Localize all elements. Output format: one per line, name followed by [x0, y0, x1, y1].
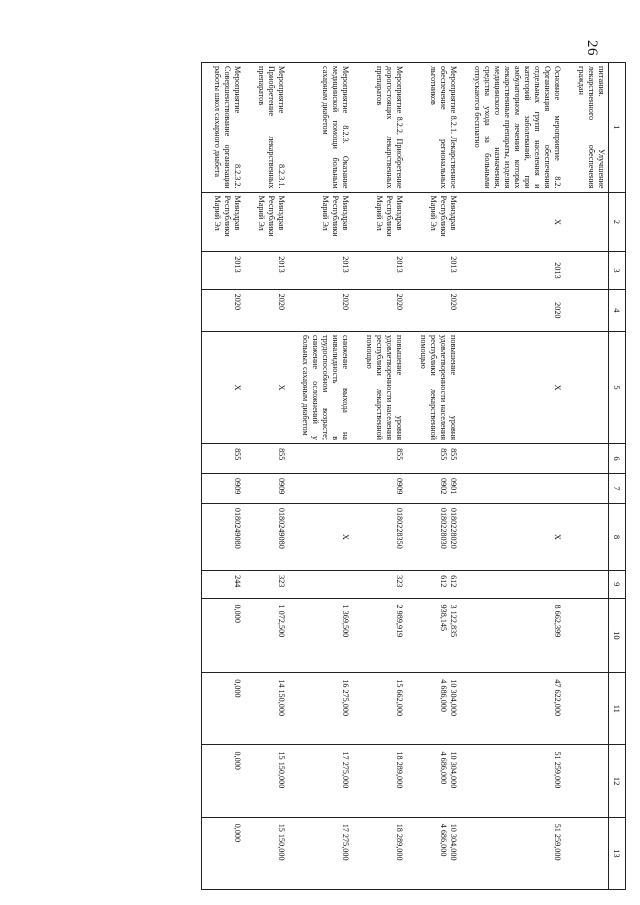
column-number: 7	[609, 473, 626, 503]
code-cell	[462, 473, 566, 503]
measure-name-cell: питания. Улучшение лекарственного обеспечения граждан	[566, 63, 609, 193]
end-year-cell: 2020	[462, 289, 566, 331]
amount-cell	[408, 598, 462, 673]
code-cell: 0909	[246, 473, 290, 503]
code-cell	[408, 473, 462, 503]
column-number: 5	[609, 332, 626, 444]
cell-value-line: 10 304,000	[449, 751, 458, 789]
table-row	[202, 63, 247, 890]
amount-cell: 8 662,399	[462, 598, 566, 673]
start-year-cell: 2013	[290, 252, 354, 289]
column-number-row	[609, 63, 626, 890]
amount-cell: 15 662,000	[354, 673, 408, 745]
cell-value-line: 855	[439, 448, 448, 461]
measure-name-cell: Мероприятие 8.2.1. Лекарственное обеспечение региональных льготников	[408, 63, 462, 193]
cell-value-line: 10 304,000	[449, 679, 458, 717]
amount-cell	[408, 745, 462, 817]
code-cell: 323	[354, 571, 408, 598]
code-cell	[408, 444, 462, 474]
expected-result-cell: Х	[462, 332, 566, 444]
start-year-cell: 2013	[354, 252, 408, 289]
measure-name-cell: Мероприятие 8.2.3.1. Приобретение лекарственных препаратов	[246, 63, 290, 193]
code-cell	[566, 473, 609, 503]
end-year-cell: 2020	[290, 289, 354, 331]
code-cell: 855	[246, 444, 290, 474]
column-number: 12	[609, 745, 626, 817]
table-row	[354, 63, 408, 890]
code-cell: 0909	[202, 473, 247, 503]
executor-cell: Х	[462, 192, 566, 252]
column-number: 8	[609, 503, 626, 570]
amount-cell: 0,000	[202, 817, 247, 889]
amount-cell	[566, 817, 609, 889]
code-cell	[290, 444, 354, 474]
end-year-cell: 2020	[202, 289, 247, 331]
cell-value-line: 612	[439, 575, 448, 588]
code-cell	[290, 571, 354, 598]
expected-result-cell: снижение выхода на инвалидность в трудоспособном возрасте; снижение осложнений у больных сахарным диабетом	[290, 332, 354, 444]
executor-cell	[566, 192, 609, 252]
end-year-cell	[566, 289, 609, 331]
cell-value-line: 4 686,000	[439, 751, 448, 785]
code-cell	[462, 571, 566, 598]
code-cell: 855	[202, 444, 247, 474]
code-cell	[408, 571, 462, 598]
code-cell: 323	[246, 571, 290, 598]
amount-cell: 14 150,000	[246, 673, 290, 745]
amount-cell: 1 072,500	[246, 598, 290, 673]
code-cell	[566, 503, 609, 570]
executor-cell: Минздрав Республики Марий Эл	[290, 192, 354, 252]
amount-cell: 51 259,000	[462, 817, 566, 889]
amount-cell	[566, 673, 609, 745]
page-number: 26	[584, 40, 601, 56]
cell-value-line: 855	[449, 448, 458, 461]
table-row	[462, 63, 566, 890]
code-cell: 0909	[354, 473, 408, 503]
measure-name-cell: Мероприятие 8.2.3.2. Совершенствование организации работы школ сахарного диабета	[202, 63, 247, 193]
executor-cell: Минздрав Республики Марий Эл	[354, 192, 408, 252]
start-year-cell: 2013	[462, 252, 566, 289]
start-year-cell: 2013	[202, 252, 247, 289]
amount-cell: 18 289,000	[354, 745, 408, 817]
column-number: 13	[609, 817, 626, 889]
code-cell: Х	[290, 503, 354, 570]
code-cell	[566, 444, 609, 474]
cell-value-line: 3 122,835	[449, 604, 458, 638]
measure-name-cell: Мероприятие 8.2.2. Приобретение дорогостоящих лекарственных препаратов	[354, 63, 408, 193]
expected-result-cell	[566, 332, 609, 444]
start-year-cell: 2013	[246, 252, 290, 289]
column-number: 10	[609, 598, 626, 673]
amount-cell: 1 369,500	[290, 598, 354, 673]
code-cell	[408, 503, 462, 570]
program-measures-table	[201, 62, 626, 890]
cell-value-line: 0180228020	[449, 507, 458, 549]
end-year-cell: 2020	[246, 289, 290, 331]
executor-cell: Минздрав Республики Марий Эл	[202, 192, 247, 252]
end-year-cell: 2020	[354, 289, 408, 331]
executor-cell: Минздрав Республики Марий Эл	[246, 192, 290, 252]
code-cell: 0180228350	[354, 503, 408, 570]
end-year-cell: 2020	[408, 289, 462, 331]
column-number: 1	[609, 63, 626, 193]
cell-value-line: 938,145	[439, 604, 448, 632]
amount-cell: 15 150,000	[246, 745, 290, 817]
measure-name-cell: Мероприятие 8.2.3. Оказание медицинской помощи больным сахарным диабетом	[290, 63, 354, 193]
cell-value-line: 4 686,000	[439, 679, 448, 712]
amount-cell: 47 622,000	[462, 673, 566, 745]
column-number: 11	[609, 673, 626, 745]
table-row	[566, 63, 609, 890]
code-cell	[566, 571, 609, 598]
amount-cell	[408, 817, 462, 889]
executor-cell: Минздрав Республики Марий Эл	[408, 192, 462, 252]
code-cell	[290, 473, 354, 503]
expected-result-cell: Х	[202, 332, 247, 444]
cell-value-line: 0902	[439, 477, 448, 495]
code-cell	[462, 444, 566, 474]
expected-result-cell: Х	[246, 332, 290, 444]
amount-cell	[408, 673, 462, 745]
column-number: 2	[609, 192, 626, 252]
amount-cell: 2 989,919	[354, 598, 408, 673]
measure-name-cell: Основное мероприятие 8.2. Организация обеспечения отдельных групп населения и категорий заболеваний, при амбулаторном лечении которых лекарственные препараты, изделия медицинского назначения, средства ухода за больными отпускаются бесплатно	[462, 63, 566, 193]
code-cell: 244	[202, 571, 247, 598]
code-cell: 0180249080	[202, 503, 247, 570]
column-number: 3	[609, 252, 626, 289]
cell-value-line: 0180228030	[439, 507, 448, 549]
amount-cell: 0,000	[202, 673, 247, 745]
code-cell: 0180249080	[246, 503, 290, 570]
amount-cell: 0,000	[202, 598, 247, 673]
code-cell: 855	[354, 444, 408, 474]
column-number: 4	[609, 289, 626, 331]
cell-value-line: 612	[449, 575, 458, 588]
expected-result-cell: повышение уровня удовлетворенности населения республики лекарственной помощью	[354, 332, 408, 444]
amount-cell: 18 289,000	[354, 817, 408, 889]
start-year-cell: 2013	[408, 252, 462, 289]
code-cell: Х	[462, 503, 566, 570]
amount-cell: 51 259,000	[462, 745, 566, 817]
amount-cell: 15 150,000	[246, 817, 290, 889]
amount-cell	[566, 745, 609, 817]
table-row	[290, 63, 354, 890]
table-row	[408, 63, 462, 890]
table-row	[246, 63, 290, 890]
expected-result-cell: повышение уровня удовлетворенности населения республики лекарственной помощью	[408, 332, 462, 444]
cell-value-line: 4 686,000	[439, 823, 448, 857]
column-number: 6	[609, 444, 626, 474]
amount-cell: 17 275,000	[290, 745, 354, 817]
start-year-cell	[566, 252, 609, 289]
cell-value-line: 0901	[449, 477, 458, 495]
column-number: 9	[609, 571, 626, 598]
amount-cell: 0,000	[202, 745, 247, 817]
amount-cell	[566, 598, 609, 673]
cell-value-line: 10 304,000	[449, 823, 458, 861]
amount-cell: 17 275,000	[290, 817, 354, 889]
amount-cell: 16 275,000	[290, 673, 354, 745]
